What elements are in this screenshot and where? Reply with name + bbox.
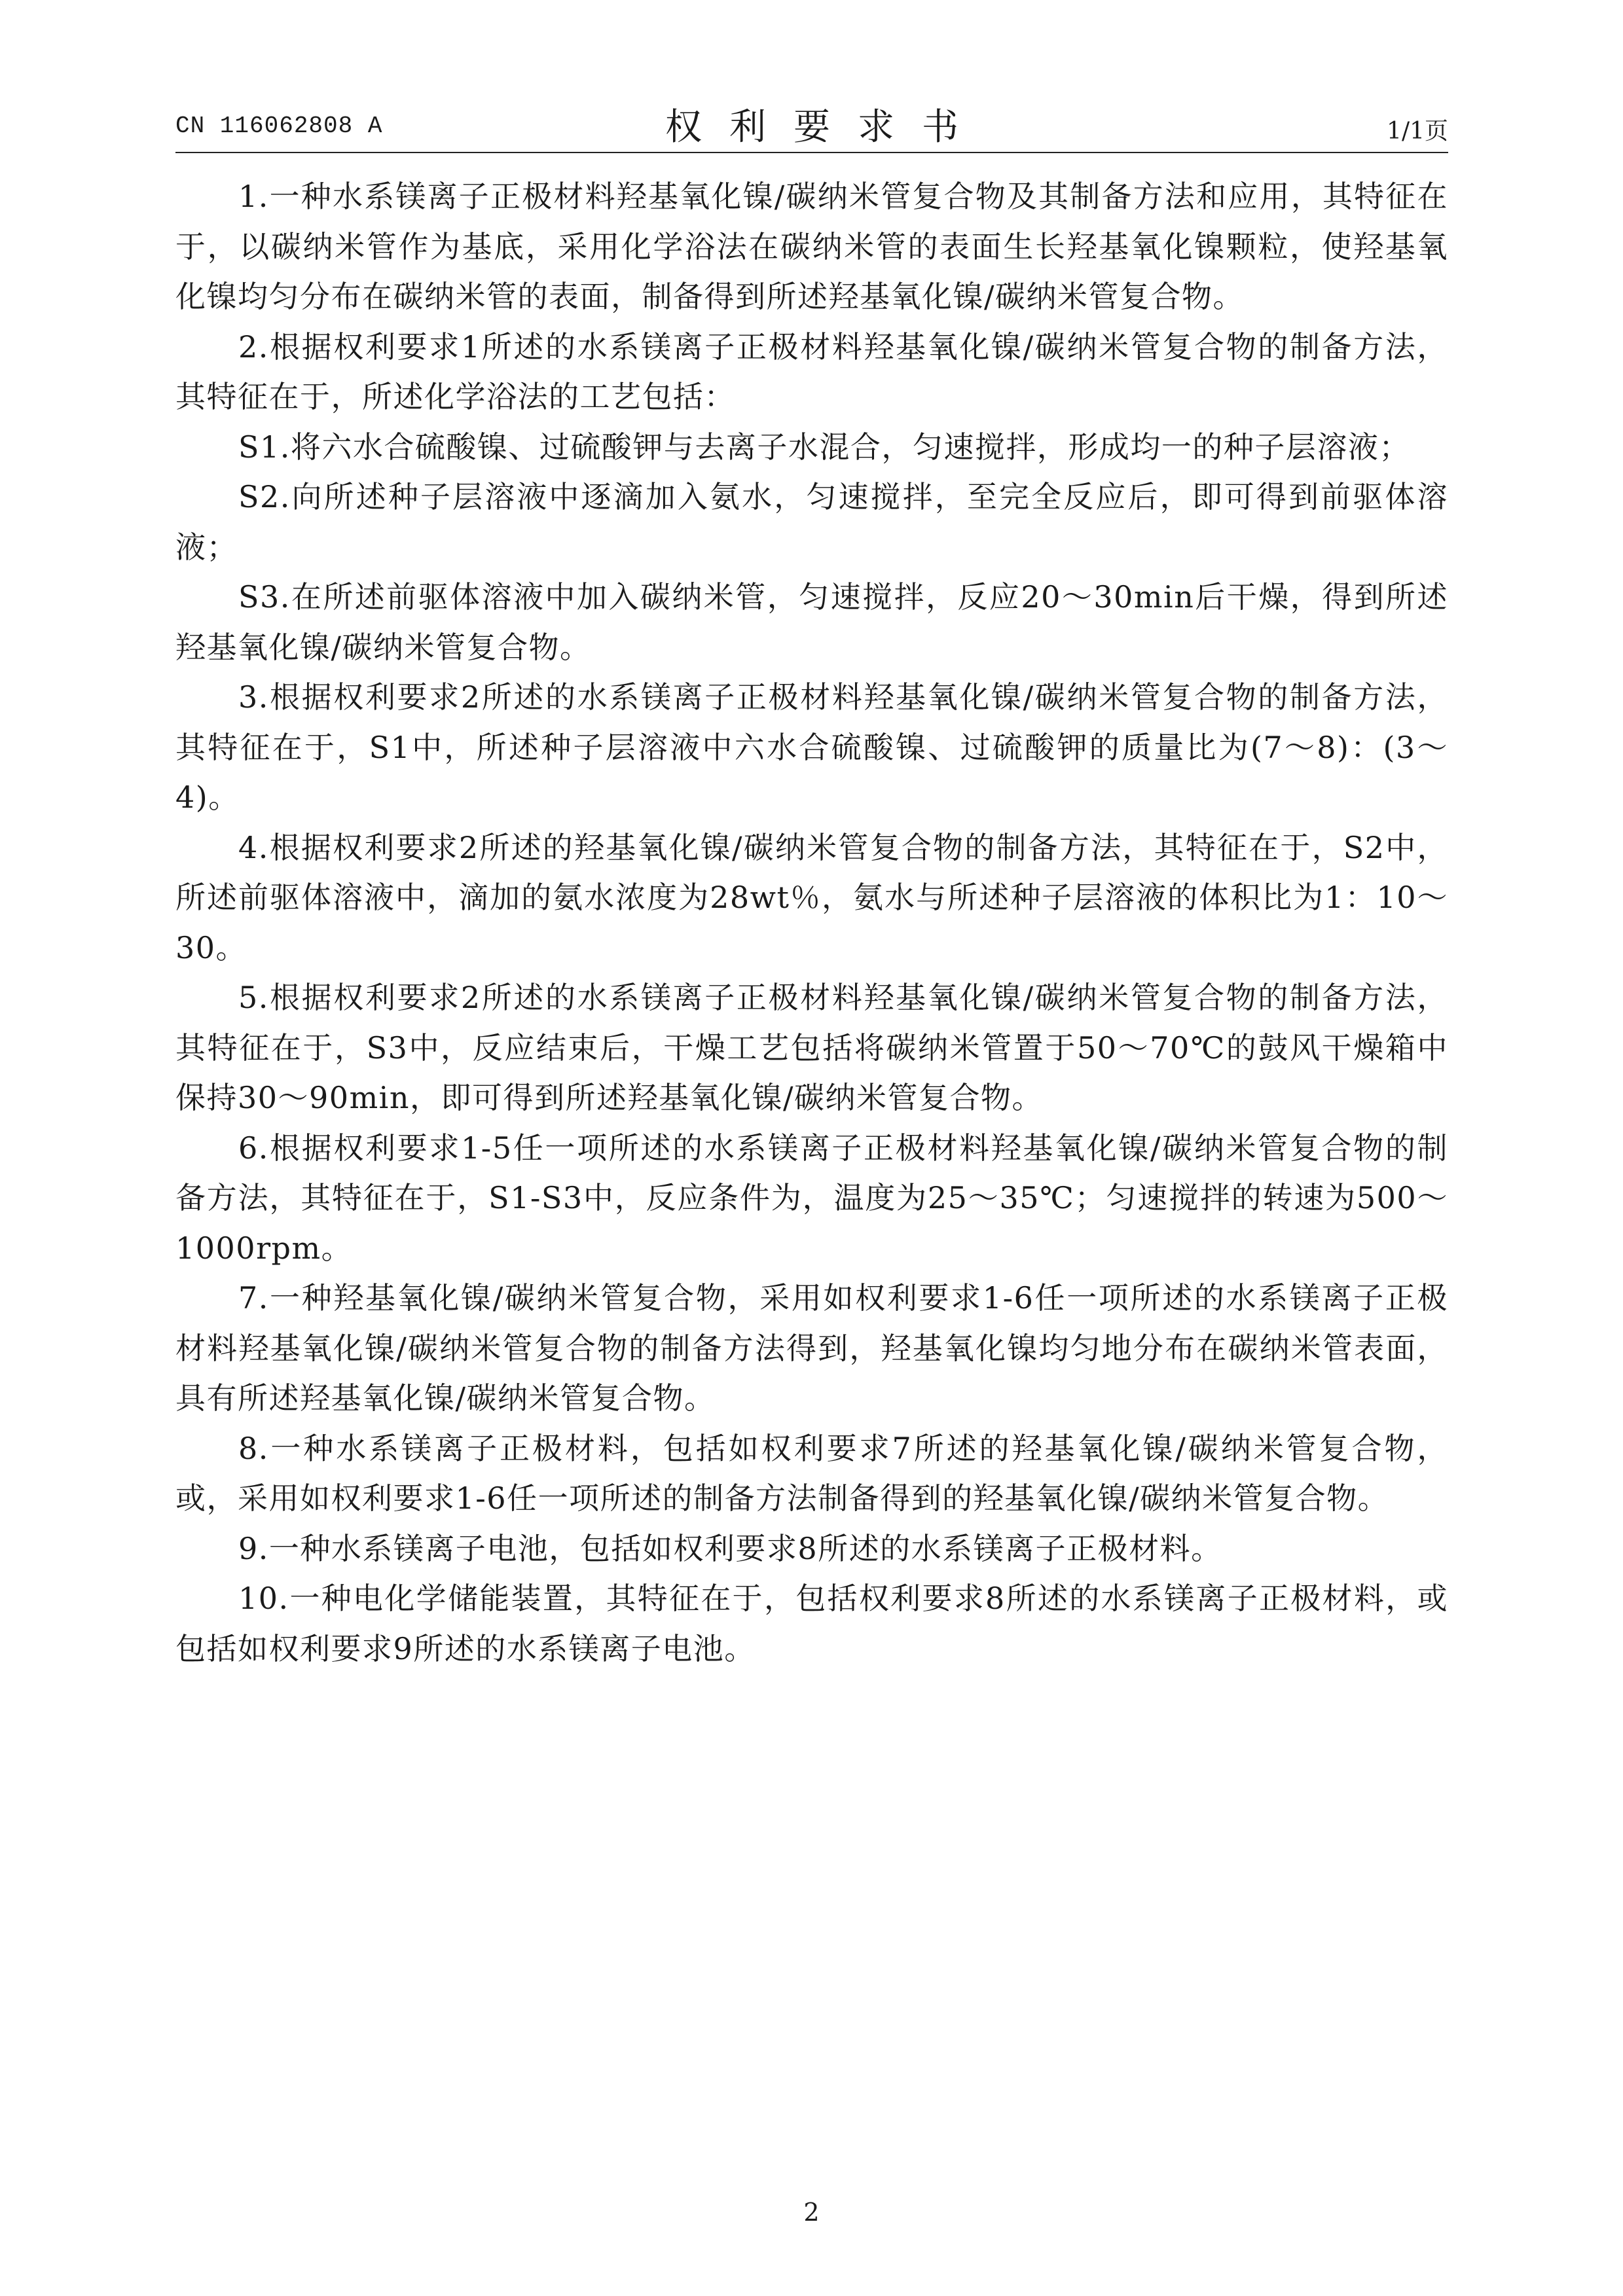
claim-1: 1.一种水系镁离子正极材料羟基氧化镍/碳纳米管复合物及其制备方法和应用，其特征在于，以碳纳米管作为基底，采用化学浴法在碳纳米管的表面生长羟基氧化镍颗粒，使羟基氧化镍均匀分布在碳纳米管的表面，制备得到所述羟基氧化镍/碳纳米管复合物。 — [175, 179, 1448, 314]
claim-2-step-s2: S2.向所述种子层溶液中逐滴加入氨水，匀速搅拌，至完全反应后，即可得到前驱体溶液； — [175, 479, 1448, 565]
publication-number: CN 116062808 A — [175, 113, 383, 139]
claim-5: 5.根据权利要求2所述的水系镁离子正极材料羟基氧化镍/碳纳米管复合物的制备方法，其特征在于，S3中，反应结束后，干燥工艺包括将碳纳米管置于50～70℃的鼓风干燥箱中保持30～90min，即可得到所述羟基氧化镍/碳纳米管复合物。 — [175, 980, 1448, 1115]
claim-10: 10.一种电化学储能装置，其特征在于，包括权利要求8所述的水系镁离子正极材料，或包括如权利要求9所述的水系镁离子电池。 — [175, 1581, 1448, 1666]
claim-9: 9.一种水系镁离子电池，包括如权利要求8所述的水系镁离子正极材料。 — [238, 1530, 1222, 1566]
claim-2: 2.根据权利要求1所述的水系镁离子正极材料羟基氧化镍/碳纳米管复合物的制备方法，其特征在于，所述化学浴法的工艺包括： — [175, 329, 1448, 414]
page-count: 1/1页 — [1387, 118, 1448, 145]
claim-6: 6.根据权利要求1-5任一项所述的水系镁离子正极材料羟基氧化镍/碳纳米管复合物的制备方法，其特征在于，S1-S3中，反应条件为，温度为25～35℃；匀速搅拌的转速为500～1000rpm。 — [175, 1130, 1448, 1266]
claim-8: 8.一种水系镁离子正极材料，包括如权利要求7所述的羟基氧化镍/碳纳米管复合物，或，采用如权利要求1-6任一项所述的制备方法制备得到的羟基氧化镍/碳纳米管复合物。 — [175, 1430, 1448, 1516]
claim-7: 7.一种羟基氧化镍/碳纳米管复合物，采用如权利要求1-6任一项所述的水系镁离子正极材料羟基氧化镍/碳纳米管复合物的制备方法得到，羟基氧化镍均匀地分布在碳纳米管表面，具有所述羟基氧化镍/碳纳米管复合物。 — [175, 1280, 1448, 1416]
claim-2-step-s3: S3.在所述前驱体溶液中加入碳纳米管，匀速搅拌，反应20～30min后干燥，得到所述羟基氧化镍/碳纳米管复合物。 — [175, 579, 1448, 665]
header-divider — [175, 152, 1448, 153]
claim-4: 4.根据权利要求2所述的羟基氧化镍/碳纳米管复合物的制备方法，其特征在于，S2中，所述前驱体溶液中，滴加的氨水浓度为28wt％，氨水与所述种子层溶液的体积比为1：10～30。 — [175, 829, 1448, 965]
page-header — [175, 98, 1448, 151]
document-title: 权利要求书 — [665, 106, 986, 149]
claim-3: 3.根据权利要求2所述的水系镁离子正极材料羟基氧化镍/碳纳米管复合物的制备方法，其特征在于，S1中，所述种子层溶液中六水合硫酸镍、过硫酸钾的质量比为(7～8)：(3～4)。 — [175, 679, 1448, 815]
claims-body — [175, 171, 1448, 1674]
claim-2-step-s1: S1.将六水合硫酸镍、过硫酸钾与去离子水混合，匀速搅拌，形成均一的种子层溶液； — [238, 429, 1410, 465]
page-number: 2 — [803, 2198, 820, 2227]
